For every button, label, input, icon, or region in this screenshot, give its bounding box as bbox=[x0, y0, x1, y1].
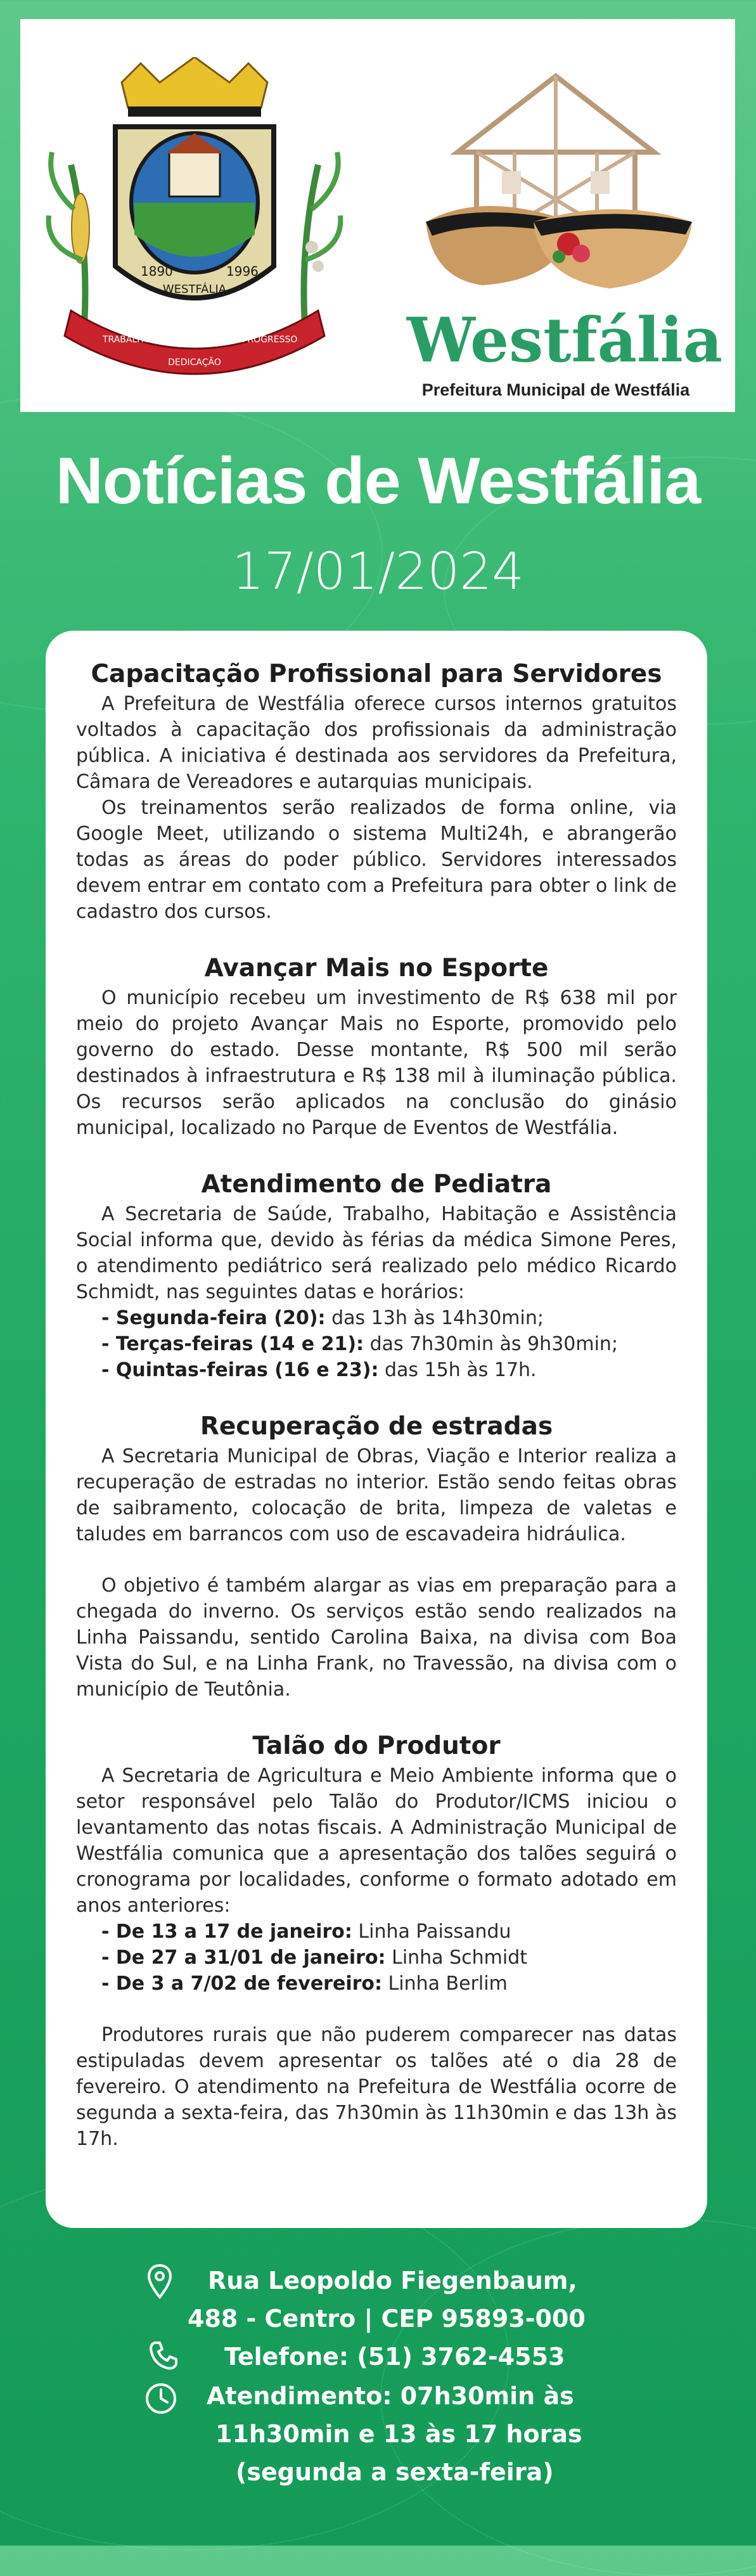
page-title: Notícias de Westfália bbox=[55, 444, 701, 518]
list-item bbox=[101, 1971, 677, 1997]
article-title: Recuperação de estradas bbox=[200, 1412, 553, 1441]
crest-ribbon-center: DEDICAÇÃO bbox=[168, 357, 221, 368]
list-item bbox=[101, 1331, 677, 1357]
list-item-label: - De 3 a 7/02 de fevereiro: bbox=[101, 1973, 383, 1995]
hours-line-3: (segunda a sexta-feira) bbox=[236, 2458, 554, 2486]
schedule-list bbox=[76, 1305, 677, 1383]
article-title: Atendimento de Pediatra bbox=[201, 1170, 552, 1199]
municipal-crest-logo bbox=[46, 57, 343, 387]
article-estradas bbox=[76, 1412, 677, 1703]
list-item bbox=[101, 1305, 677, 1331]
brand-name: Westfália bbox=[407, 304, 723, 376]
half-timbered-house-icon bbox=[407, 63, 705, 304]
article-paragraph: O município recebeu um investimento de R$ 638 mil por meio do projeto Avançar Mais no Esporte, promovido pelo governo do estado. Desse montante, R$ 500 mil serão destinados à infraestrutura e R$ 138 mil à iluminação pública. Os recursos serão aplicados na conclusão do ginásio municipal, localizado no Parque de Eventos de Westfália. bbox=[76, 987, 677, 1139]
article-title: Avançar Mais no Esporte bbox=[204, 954, 549, 982]
article-paragraph: A Secretaria Municipal de Obras, Viação e Interior realiza a recuperação de estradas no interior. Estão sendo feitas obras de saibramento, colocação de brita, limpeza de valetas e taludes em barrancos com uso de escavadeira hidráulica. bbox=[76, 1445, 677, 1545]
article-paragraph: Produtores rurais que não puderem comparecer nas datas estipuladas devem apresentar os talões até o dia 28 de fevereiro. O atendimento na Prefeitura de Westfália ocorre de segunda a sexta-feira, das 7h30min às 11h30min e das 13h às 17h. bbox=[76, 2024, 677, 2150]
page-date: 17/01/2024 bbox=[231, 542, 525, 601]
list-item bbox=[101, 1945, 677, 1971]
clock-icon bbox=[144, 2382, 177, 2415]
brand-subtitle: Prefeitura Municipal de Westfália bbox=[421, 380, 690, 399]
list-item-label: - Terças-feiras (14 e 21): bbox=[101, 1333, 364, 1355]
phone-number[interactable]: Telefone: (51) 3762-4553 bbox=[224, 2343, 565, 2371]
list-item-text: das 7h30min às 9h30min; bbox=[364, 1333, 618, 1355]
crest-ribbon-top: WESTFÁLIA bbox=[162, 283, 227, 296]
brand-logo bbox=[407, 63, 723, 406]
article-paragraph: O objetivo é também alargar as vias em preparação para a chegada do inverno. Os serviços estão sendo realizados na Linha Paissandu, sentido Carolina Baixa, na divisa com Boa Vista do Sul, e na Linha Frank, no Travessão, na divisa com o município de Teutônia. bbox=[76, 1575, 677, 1701]
list-item-text: das 15h às 17h. bbox=[378, 1359, 537, 1381]
schedule-list bbox=[76, 1919, 677, 1997]
article-paragraph: A Secretaria de Saúde, Trabalho, Habitação e Assistência Social informa que, devido às férias da médica Simone Peres, o atendimento pediátrico será realizado pelo médico Ricardo Schmidt, nas seguintes datas e horários: bbox=[76, 1203, 677, 1303]
hours-line-2: 11h30min e 13 às 17 horas bbox=[215, 2420, 582, 2448]
list-item-label: - Quintas-feiras (16 e 23): bbox=[101, 1359, 379, 1381]
crest-year-left: 1890 bbox=[141, 264, 173, 279]
crest-ribbon-left: TRABALHO bbox=[103, 335, 151, 345]
header-logo-panel bbox=[20, 19, 735, 412]
phone-icon bbox=[148, 2340, 179, 2371]
article-paragraph: Os treinamentos serão realizados de forma online, via Google Meet, utilizando o sistema Multi24h, e abrangerão todas as áreas do poder público. Servidores interessados devem entrar em contato com a Prefeitura para obter o link de cadastro dos cursos. bbox=[76, 797, 677, 923]
hours-line-1: Atendimento: 07h30min às bbox=[207, 2382, 574, 2410]
location-pin-icon bbox=[147, 2264, 172, 2300]
list-item-label: - De 27 a 31/01 de janeiro: bbox=[101, 1947, 386, 1969]
article-paragraph: A Prefeitura de Westfália oferece cursos internos gratuitos voltados à capacitação dos profissionais da administração pública. A iniciativa é destinada aos servidores da Prefeitura, Câmara de Vereadores e autarquias municipais. bbox=[76, 693, 677, 793]
address-line-2: 488 - Centro | CEP 95893-000 bbox=[188, 2305, 586, 2333]
list-item-text: Linha Schmidt bbox=[385, 1947, 528, 1969]
article-title: Talão do Produtor bbox=[252, 1732, 501, 1760]
article-esporte bbox=[76, 954, 677, 1141]
news-card bbox=[46, 631, 707, 2228]
article-pediatra bbox=[76, 1170, 677, 1383]
list-item-label: - Segunda-feira (20): bbox=[101, 1307, 326, 1329]
article-capacitacao bbox=[76, 660, 677, 925]
crest-ribbon-right: PROGRESSO bbox=[242, 335, 298, 345]
list-item-text: das 13h às 14h30min; bbox=[325, 1307, 544, 1329]
address-line-1: Rua Leopoldo Fiegenbaum, bbox=[208, 2267, 577, 2295]
list-item bbox=[101, 1919, 677, 1945]
article-title: Capacitação Profissional para Servidores bbox=[91, 660, 662, 688]
list-item-text: Linha Berlim bbox=[382, 1973, 508, 1995]
crest-year-right: 1996 bbox=[226, 264, 259, 279]
article-talao bbox=[76, 1732, 677, 2152]
list-item-text: Linha Paissandu bbox=[352, 1921, 511, 1943]
list-item-label: - De 13 a 17 de janeiro: bbox=[101, 1921, 352, 1943]
article-paragraph: A Secretaria de Agricultura e Meio Ambiente informa que o setor responsável pelo Talão do Produtor/ICMS iniciou o levantamento das notas fiscais. A Administração Municipal de Westfália comunica que a apresentação dos talões seguirá o cronograma por localidades, conforme o formato adotado em anos anteriores: bbox=[76, 1765, 677, 1917]
list-item bbox=[101, 1357, 677, 1383]
